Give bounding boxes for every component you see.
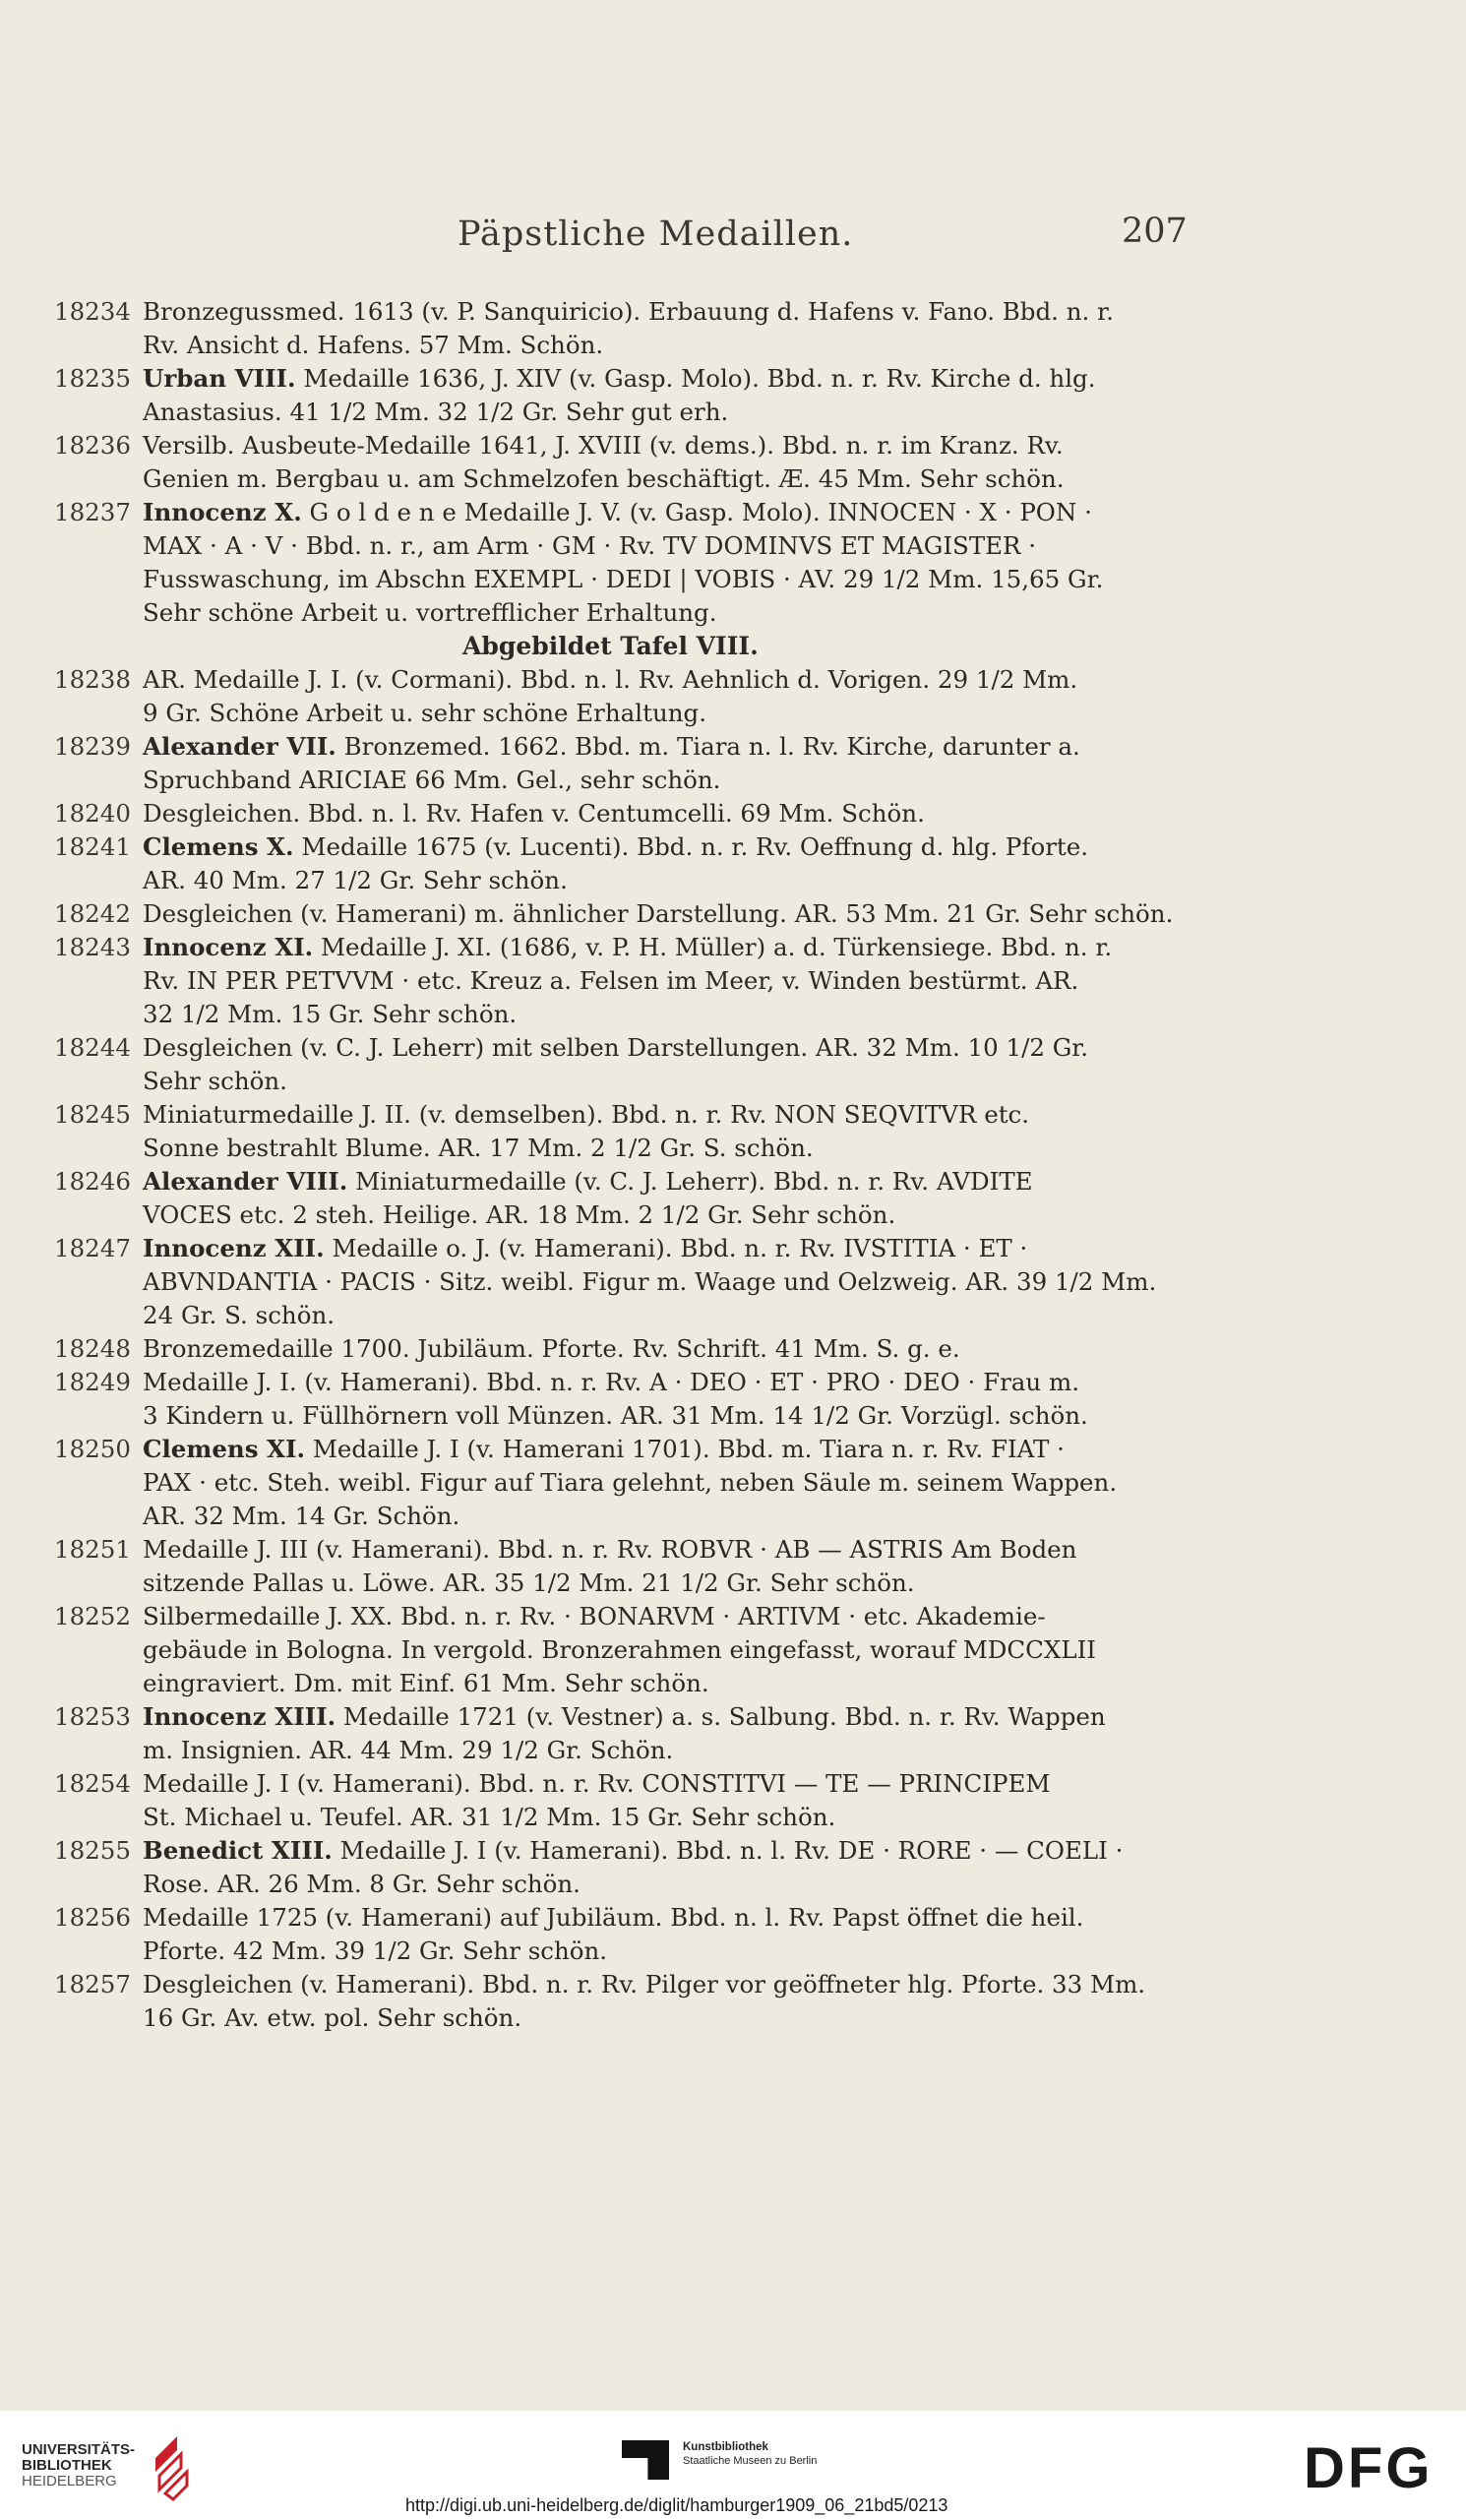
entry-text: 3 Kindern u. Füllhörnern voll Münzen. AR. 31 Mm. 14 1/2 Gr. Vorzügl. schön.	[143, 1401, 1088, 1430]
entry-line	[0, 998, 1466, 1031]
catalogue-entry	[0, 663, 1466, 730]
entry-text: Desgleichen. Bbd. n. l. Rv. Hafen v. Centumcelli. 69 Mm. Schön.	[143, 799, 925, 828]
entry-text: Medaille J. I (v. Hamerani). Bbd. n. l. Rv. DE · RORE · — COELI ·	[332, 1836, 1124, 1865]
catalogue-entry	[0, 1232, 1466, 1332]
entry-line	[0, 1165, 1466, 1199]
lot-number: 18255	[54, 1836, 131, 1865]
kunstbibliothek-name: Kunstbibliothek	[683, 2441, 768, 2453]
pope-name: Innocenz XII.	[143, 1234, 325, 1262]
lot-number: 18247	[54, 1234, 131, 1262]
lot-number: 18257	[54, 1970, 131, 1998]
lot-number: 18248	[54, 1334, 131, 1363]
logo-line: BIBLIOTHEK	[22, 2457, 112, 2474]
entry-text: Genien m. Bergbau u. am Schmelzofen beschäftigt. Æ. 45 Mm. Sehr schön.	[143, 464, 1065, 493]
pope-name: Innocenz X.	[143, 498, 302, 526]
entry-line	[0, 1399, 1466, 1433]
entry-text: 24 Gr. S. schön.	[143, 1301, 336, 1329]
catalogue-entry	[0, 1031, 1466, 1098]
entry-text: Desgleichen (v. Hamerani). Bbd. n. r. Rv. Pilger vor geöffneter hlg. Pforte. 33 Mm.	[143, 1970, 1146, 1998]
lot-number: 18254	[54, 1769, 131, 1798]
entry-line	[0, 964, 1466, 998]
pope-name: Clemens XI.	[143, 1435, 306, 1463]
catalogue-entry	[0, 830, 1466, 897]
kunstbibliothek-text	[683, 2440, 817, 2468]
entry-line	[0, 1031, 1466, 1065]
pope-name: Innocenz XIII.	[143, 1702, 336, 1731]
entry-line	[0, 1433, 1466, 1466]
catalogue-entry	[0, 362, 1466, 429]
lot-number: 18243	[54, 933, 131, 961]
entry-line	[0, 1232, 1466, 1265]
entry-line	[0, 1834, 1466, 1868]
lot-number: 18242	[54, 899, 131, 928]
entry-line	[0, 329, 1466, 362]
entry-line	[0, 864, 1466, 897]
entry-text: Medaille 1721 (v. Vestner) a. s. Salbung. Bbd. n. r. Rv. Wappen	[336, 1702, 1106, 1731]
entry-text: Pforte. 42 Mm. 39 1/2 Gr. Sehr schön.	[143, 1936, 608, 1965]
entry-line	[0, 596, 1466, 630]
entry-line	[0, 797, 1466, 830]
entry-text: G o l d e n e Medaille J. V. (v. Gasp. Molo). INNOCEN · X · PON ·	[301, 498, 1092, 526]
lot-number: 18253	[54, 1702, 131, 1731]
entry-line	[0, 362, 1466, 396]
entry-text: VOCES etc. 2 steh. Heilige. AR. 18 Mm. 2 1/2 Gr. Sehr schön.	[143, 1200, 896, 1229]
lot-number: 18235	[54, 364, 131, 393]
lot-number: 18234	[54, 297, 131, 326]
entry-text: eingraviert. Dm. mit Einf. 61 Mm. Sehr schön.	[143, 1669, 709, 1697]
lot-number: 18237	[54, 498, 131, 526]
entry-line	[0, 1901, 1466, 1935]
entry-line	[0, 429, 1466, 462]
entry-text: Fusswaschung, im Abschn EXEMPL · DEDI | VOBIS · AV. 29 1/2 Mm. 15,65 Gr.	[143, 565, 1104, 593]
catalogue-entry	[0, 295, 1466, 362]
entry-line	[0, 1299, 1466, 1332]
catalogue-entry	[0, 1433, 1466, 1533]
entry-text: sitzende Pallas u. Löwe. AR. 35 1/2 Mm. 21 1/2 Gr. Sehr schön.	[143, 1568, 915, 1597]
entry-text: Medaille J. I. (v. Hamerani). Bbd. n. r. Rv. A · DEO · ET · PRO · DEO · Frau m.	[143, 1368, 1079, 1396]
catalogue-entry	[0, 897, 1466, 931]
dfg-logo[interactable]: DFG	[1304, 2436, 1434, 2500]
pope-name: Benedict XIII.	[143, 1836, 333, 1865]
pope-name: Clemens X.	[143, 832, 294, 861]
entry-line	[0, 1700, 1466, 1734]
entry-line	[0, 1199, 1466, 1232]
catalogue-entry	[0, 730, 1466, 797]
entry-text: Medaille J. I (v. Hamerani). Bbd. n. r. Rv. CONSTITVI — TE — PRINCIPEM	[143, 1769, 1051, 1798]
entry-text: Rv. IN PER PETVVM · etc. Kreuz a. Felsen im Meer, v. Winden bestürmt. AR.	[143, 966, 1079, 995]
lot-number: 18241	[54, 832, 131, 861]
entry-line	[0, 295, 1466, 329]
entry-text: 32 1/2 Mm. 15 Gr. Sehr schön.	[143, 1000, 518, 1028]
entry-text: Miniaturmedaille J. II. (v. demselben). Bbd. n. r. Rv. NON SEQVITVR etc.	[143, 1100, 1030, 1129]
kunstbibliothek-subtitle: Staatliche Museen zu Berlin	[683, 2455, 818, 2467]
entry-text: Bronzegussmed. 1613 (v. P. Sanquiricio). Erbauung d. Hafens v. Fano. Bbd. n. r.	[143, 297, 1114, 326]
entry-text: m. Insignien. AR. 44 Mm. 29 1/2 Gr. Schön.	[143, 1736, 674, 1764]
entry-line	[0, 2001, 1466, 2035]
entry-line	[0, 663, 1466, 697]
entry-line	[0, 1935, 1466, 1968]
pope-name: Urban VIII.	[143, 364, 296, 393]
entry-text: Desgleichen (v. Hamerani) m. ähnlicher Darstellung. AR. 53 Mm. 21 Gr. Sehr schön.	[143, 899, 1174, 928]
entry-text: Sehr schöne Arbeit u. vortrefflicher Erhaltung.	[143, 598, 717, 627]
entry-text: Medaille 1636, J. XIV (v. Gasp. Molo). Bbd. n. r. Rv. Kirche d. hlg.	[295, 364, 1096, 393]
entry-text: Versilb. Ausbeute-Medaille 1641, J. XVIII (v. dems.). Bbd. n. r. im Kranz. Rv.	[143, 431, 1064, 460]
entry-text: Medaille o. J. (v. Hamerani). Bbd. n. r. Rv. IVSTITIA · ET ·	[324, 1234, 1028, 1262]
entry-text: AR. 40 Mm. 27 1/2 Gr. Sehr schön.	[143, 866, 568, 894]
entry-line	[0, 1366, 1466, 1399]
entry-text: MAX · A · V · Bbd. n. r., am Arm · GM · Rv. TV DOMINVS ET MAGISTER ·	[143, 531, 1037, 560]
entry-line	[0, 1567, 1466, 1600]
catalogue-entry	[0, 496, 1466, 630]
entry-line	[0, 1734, 1466, 1767]
lot-number: 18249	[54, 1368, 131, 1396]
lot-number: 18236	[54, 431, 131, 460]
entry-text: Sehr schön.	[143, 1067, 287, 1095]
entry-line	[0, 496, 1466, 529]
entry-line	[0, 1098, 1466, 1132]
lot-number: 18238	[54, 665, 131, 694]
catalogue-entry	[0, 1366, 1466, 1433]
lot-number: 18246	[54, 1167, 131, 1196]
catalogue-entry	[0, 1968, 1466, 2035]
entry-text: Medaille 1725 (v. Hamerani) auf Jubiläum. Bbd. n. l. Rv. Papst öffnet die heil.	[143, 1903, 1084, 1932]
entry-line	[0, 1132, 1466, 1165]
entry-line	[0, 1600, 1466, 1633]
catalogue-entry	[0, 1834, 1466, 1901]
lot-number: 18239	[54, 732, 131, 761]
pope-name: Alexander VII.	[143, 732, 336, 761]
entry-text: Medaille J. I (v. Hamerani 1701). Bbd. m. Tiara n. r. Rv. FIAT ·	[305, 1435, 1065, 1463]
source-url-link[interactable]: http://digi.ub.uni-heidelberg.de/diglit/hamburger1909_06_21bd5/0213	[405, 2495, 948, 2515]
entry-text: Anastasius. 41 1/2 Mm. 32 1/2 Gr. Sehr gut erh.	[143, 398, 729, 426]
logo-line: HEIDELBERG	[22, 2473, 117, 2489]
heidelberg-emblem-icon	[148, 2432, 199, 2503]
logo-line: UNIVERSITÄTS-	[22, 2441, 136, 2458]
entry-text: AR. Medaille J. I. (v. Cormani). Bbd. n. l. Rv. Aehnlich d. Vorigen. 29 1/2 Mm.	[143, 665, 1078, 694]
entry-text: Desgleichen (v. C. J. Leherr) mit selben Darstellungen. AR. 32 Mm. 10 1/2 Gr.	[143, 1033, 1089, 1062]
entry-line	[0, 1332, 1466, 1366]
entry-line	[0, 1533, 1466, 1567]
catalogue-entry	[0, 429, 1466, 496]
catalogue-entry	[0, 1901, 1466, 1968]
entry-text: 16 Gr. Av. etw. pol. Sehr schön.	[143, 2003, 522, 2032]
entry-line	[0, 697, 1466, 730]
entry-line	[0, 1633, 1466, 1667]
entry-text: Medaille 1675 (v. Lucenti). Bbd. n. r. Rv. Oeffnung d. hlg. Pforte.	[293, 832, 1089, 861]
entry-text: Medaille J. III (v. Hamerani). Bbd. n. r. Rv. ROBVR · AB — ASTRIS Am Boden	[143, 1535, 1077, 1564]
catalogue-entry	[0, 1700, 1466, 1767]
entry-line	[0, 1968, 1466, 2001]
pope-name: Innocenz XI.	[143, 933, 314, 961]
heidelberg-university-library-logo[interactable]	[22, 2442, 135, 2489]
catalogue-entry	[0, 1767, 1466, 1834]
entry-line	[0, 897, 1466, 931]
plate-reference: Abgebildet Tafel VIII.	[462, 632, 759, 660]
footer-bar	[0, 2411, 1466, 2520]
entry-text: Spruchband ARICIAE 66 Mm. Gel., sehr schön.	[143, 766, 721, 794]
entry-text: gebäude in Bologna. In vergold. Bronzerahmen eingefasst, worauf MDCCXLII	[143, 1635, 1096, 1664]
entry-line	[0, 764, 1466, 797]
catalogue-entry	[0, 1600, 1466, 1700]
catalogue-entry	[0, 1332, 1466, 1366]
catalogue-entry	[0, 1098, 1466, 1165]
lot-number: 18244	[54, 1033, 131, 1062]
entry-text: AR. 32 Mm. 14 Gr. Schön.	[143, 1502, 460, 1530]
lot-number: 18256	[54, 1903, 131, 1932]
entry-line	[0, 730, 1466, 764]
entry-line	[0, 1265, 1466, 1299]
catalogue-entry	[0, 797, 1466, 830]
entry-line	[0, 462, 1466, 496]
entry-text: ABVNDANTIA · PACIS · Sitz. weibl. Figur m. Waage und Oelzweig. AR. 39 1/2 Mm.	[143, 1267, 1157, 1296]
kunstbibliothek-icon	[622, 2440, 669, 2480]
entry-text: Rose. AR. 26 Mm. 8 Gr. Sehr schön.	[143, 1870, 580, 1898]
lot-number: 18251	[54, 1535, 131, 1564]
lot-list	[0, 295, 1466, 2035]
entry-text: Medaille J. XI. (1686, v. P. H. Müller) a. d. Türkensiege. Bbd. n. r.	[313, 933, 1113, 961]
entry-line	[0, 1767, 1466, 1801]
entry-text: St. Michael u. Teufel. AR. 31 1/2 Mm. 15 Gr. Sehr schön.	[143, 1803, 836, 1831]
entry-text: Sonne bestrahlt Blume. AR. 17 Mm. 2 1/2 Gr. S. schön.	[143, 1134, 814, 1162]
entry-line	[0, 1500, 1466, 1533]
entry-text: Rv. Ansicht d. Hafens. 57 Mm. Schön.	[143, 331, 604, 359]
entry-text: Bronzemedaille 1700. Jubiläum. Pforte. Rv. Schrift. 41 Mm. S. g. e.	[143, 1334, 960, 1363]
catalogue-entry	[0, 1533, 1466, 1600]
lot-number: 18252	[54, 1602, 131, 1630]
entry-line	[0, 931, 1466, 964]
catalogue-entry	[0, 1165, 1466, 1232]
entry-text: Silbermedaille J. XX. Bbd. n. r. Rv. · BONARVM · ARTIVM · etc. Akademie-	[143, 1602, 1046, 1630]
lot-number: 18250	[54, 1435, 131, 1463]
lot-number: 18240	[54, 799, 131, 828]
entry-line	[0, 1667, 1466, 1700]
entry-line	[0, 1801, 1466, 1834]
entry-text: PAX · etc. Steh. weibl. Figur auf Tiara gelehnt, neben Säule m. seinem Wappen.	[143, 1468, 1118, 1497]
page-title: Päpstliche Medaillen.	[458, 215, 854, 254]
entry-text: 9 Gr. Schöne Arbeit u. sehr schöne Erhaltung.	[143, 699, 706, 727]
pope-name: Alexander VIII.	[143, 1167, 348, 1196]
entry-line	[0, 830, 1466, 864]
entry-line	[0, 529, 1466, 563]
lot-number: 18245	[54, 1100, 131, 1129]
entry-line	[0, 1868, 1466, 1901]
entry-line	[0, 1466, 1466, 1500]
catalogue-entry	[0, 931, 1466, 1031]
entry-text: Miniaturmedaille (v. C. J. Leherr). Bbd. n. r. Rv. AVDITE	[347, 1167, 1033, 1196]
entry-line	[0, 396, 1466, 429]
page-number: 207	[1122, 212, 1188, 251]
entry-line	[0, 1065, 1466, 1098]
entry-line	[0, 563, 1466, 596]
entry-text: Bronzemed. 1662. Bbd. m. Tiara n. l. Rv. Kirche, darunter a.	[336, 732, 1080, 761]
